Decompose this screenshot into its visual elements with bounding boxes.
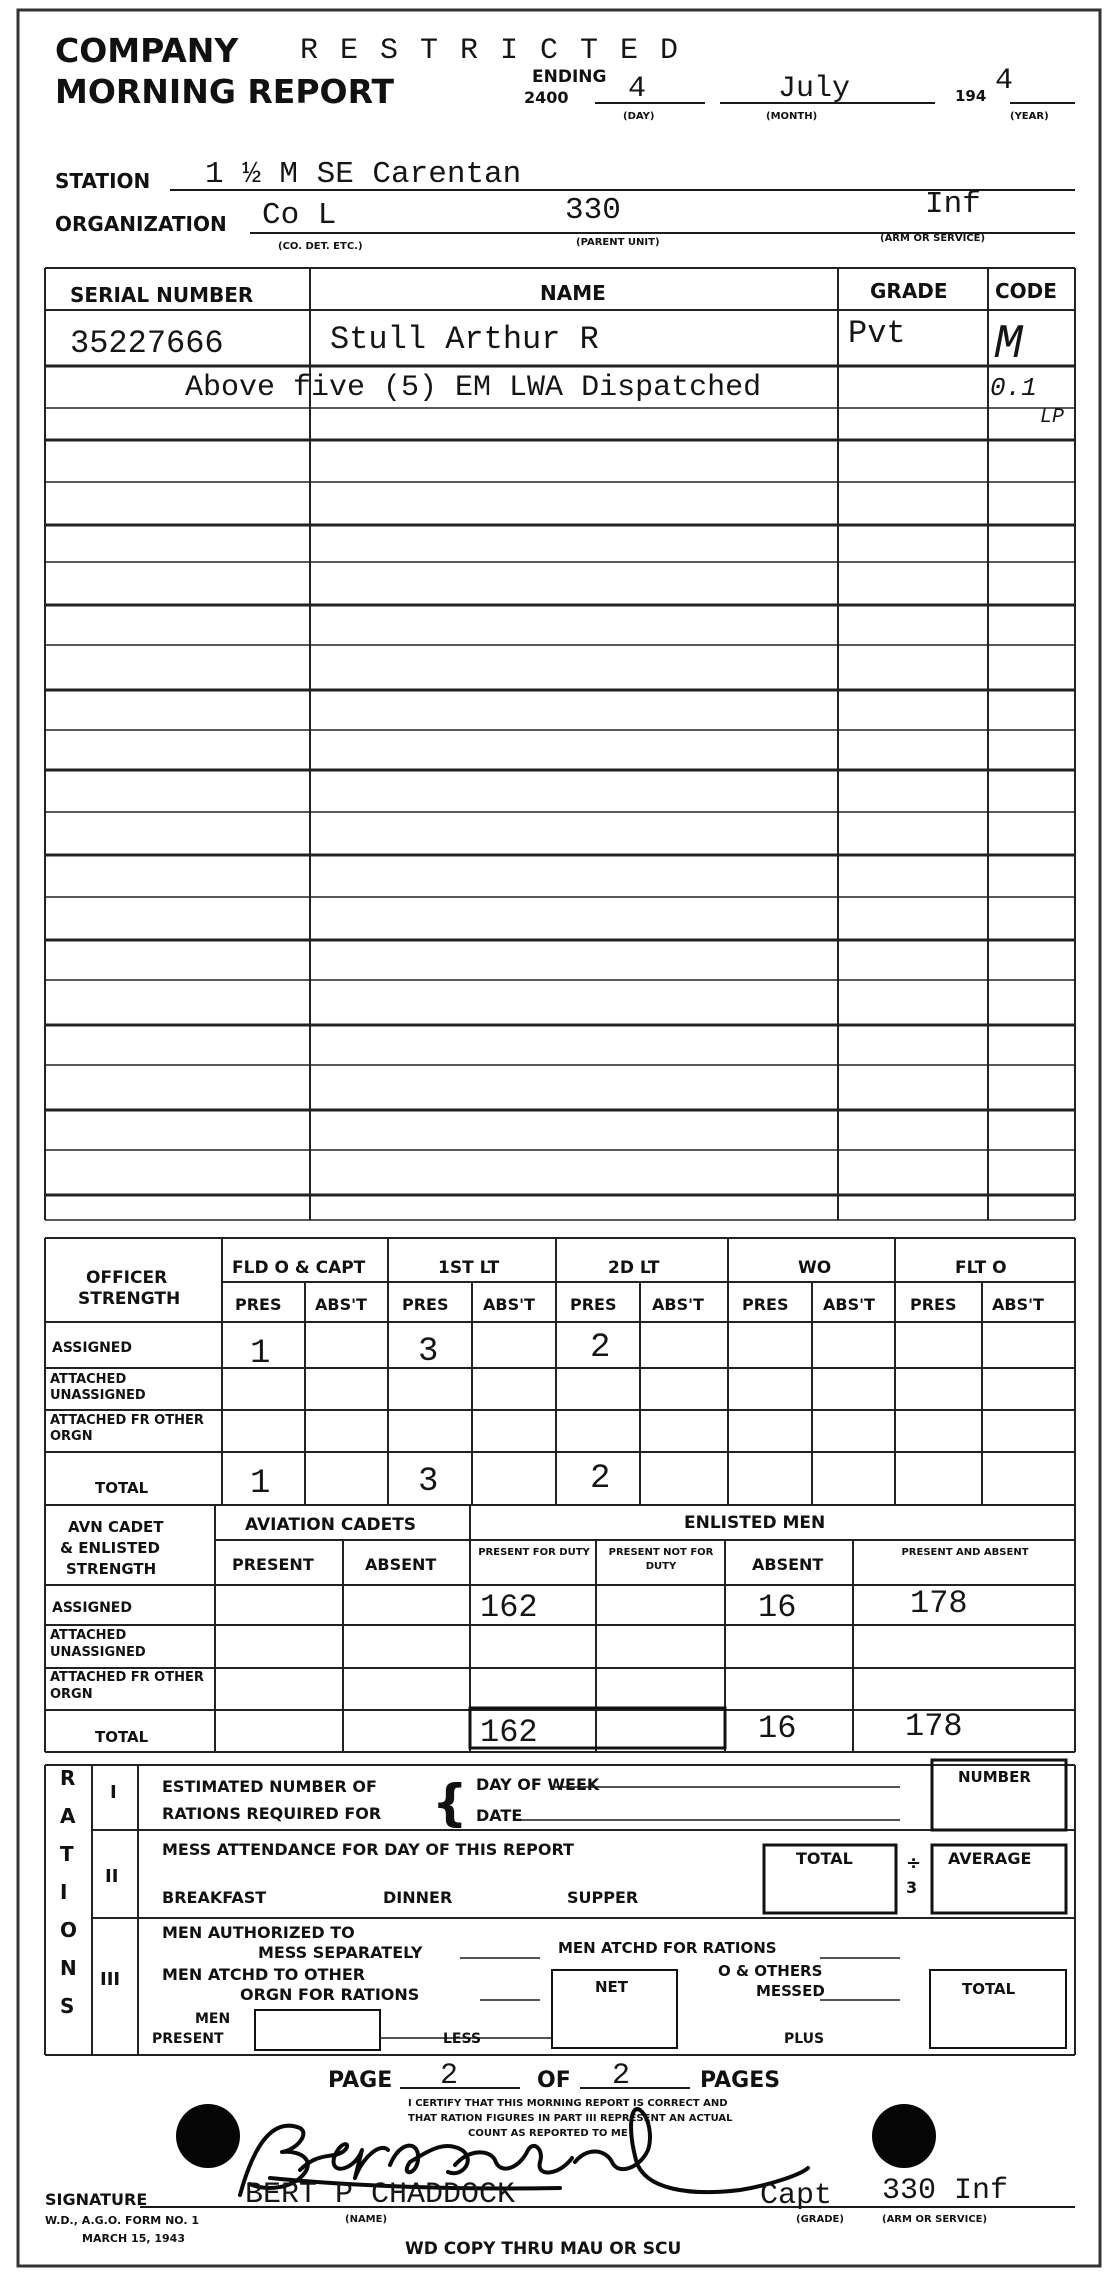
aviation-cadets-header: AVIATION CADETS xyxy=(245,1515,417,1535)
enlisted-sub-present: PRESENT xyxy=(232,1555,314,1574)
signer-name: BERT P CHADDOCK xyxy=(245,2178,516,2212)
month-label: (MONTH) xyxy=(766,111,818,122)
col-name: NAME xyxy=(540,281,606,305)
report-day: 4 xyxy=(628,72,647,106)
of-label: OF xyxy=(537,2068,571,2093)
officer-group-wo: WO xyxy=(798,1258,832,1278)
organization-label: ORGANIZATION xyxy=(55,212,227,236)
officer-sub-9: ABS'T xyxy=(992,1295,1044,1314)
organization-unit-label: (CO. DET. ETC.) xyxy=(278,241,363,252)
organization-unit: Co L xyxy=(262,198,337,233)
officer-total-1lt-pres: 3 xyxy=(418,1463,439,1501)
restricted-stamp: R E S T R I C T E D xyxy=(300,34,681,68)
enlisted-total-absent: 16 xyxy=(758,1710,797,1747)
unit-label: (ARM OR SERVICE) xyxy=(882,2214,988,2225)
officer-sub-3: ABS'T xyxy=(483,1295,535,1314)
rations-brace: { xyxy=(432,1774,468,1832)
officer-sub-1: ABS'T xyxy=(315,1295,367,1314)
report-year: 4 xyxy=(995,64,1014,98)
rations-section-2: II xyxy=(105,1866,119,1887)
rations-atchd-for-rations-2: O & OTHERS xyxy=(718,1962,823,1980)
rations-side-letter: S xyxy=(60,1994,75,2018)
rations-side-letter: R xyxy=(60,1766,76,1790)
officer-group-1lt: 1ST LT xyxy=(438,1258,500,1278)
rations-breakfast: BREAKFAST xyxy=(162,1888,267,1907)
officer-sub-7: ABS'T xyxy=(823,1295,875,1314)
rations-date: DATE xyxy=(476,1806,523,1825)
pages-label: PAGES xyxy=(700,2068,781,2093)
col-code: CODE xyxy=(995,279,1057,303)
officer-sub-0: PRES xyxy=(235,1295,282,1314)
rations-section-1: I xyxy=(110,1782,117,1803)
officer-row-assigned: ASSIGNED xyxy=(52,1340,132,1356)
rations-estimated-2: RATIONS REQUIRED FOR xyxy=(162,1804,382,1823)
punch-hole-left xyxy=(176,2104,240,2168)
enlisted-sub-present-duty: PRESENT FOR DUTY xyxy=(478,1547,590,1558)
rations-estimated-1: ESTIMATED NUMBER OF xyxy=(162,1777,377,1796)
name-label: (NAME) xyxy=(345,2214,388,2225)
year-label: (YEAR) xyxy=(1010,111,1049,122)
enlisted-sub-absent: ABSENT xyxy=(365,1555,437,1574)
rations-day-of-week: DAY OF WEEK xyxy=(476,1775,600,1794)
rations-side-letter: I xyxy=(60,1880,68,1904)
signature-label: SIGNATURE xyxy=(45,2190,148,2209)
enlisted-row-total: TOTAL xyxy=(95,1728,149,1746)
organization-parent-label: (PARENT UNIT) xyxy=(576,237,660,248)
page-number: 2 xyxy=(440,2059,459,2093)
remark-code: 0.1 xyxy=(990,373,1037,403)
signer-grade: Capt xyxy=(760,2179,833,2213)
officer-sub-8: PRES xyxy=(910,1295,957,1314)
rations-dinner: DINNER xyxy=(383,1888,453,1907)
enlisted-title-1: AVN CADET xyxy=(68,1518,164,1536)
officer-total-fld-pres: 1 xyxy=(250,1465,271,1503)
enlisted-row-attached-other: ATTACHED FR OTHER ORGN xyxy=(50,1670,204,1702)
remark-code-2: LP xyxy=(1040,406,1065,429)
ending-label: ENDING xyxy=(532,67,607,87)
organization-parent: 330 xyxy=(565,193,621,228)
officer-sub-6: PRES xyxy=(742,1295,789,1314)
officer-sub-5: ABS'T xyxy=(652,1295,704,1314)
rations-side-letter: T xyxy=(60,1842,74,1866)
rations-supper: SUPPER xyxy=(567,1888,639,1907)
day-label: (DAY) xyxy=(623,111,655,122)
rations-total: TOTAL xyxy=(796,1849,853,1868)
report-month: July xyxy=(778,72,851,106)
enlisted-assigned-total: 178 xyxy=(910,1585,968,1622)
grade-label: (GRADE) xyxy=(796,2214,844,2225)
col-serial-number: SERIAL NUMBER xyxy=(70,283,254,307)
rations-number: NUMBER xyxy=(958,1768,1031,1786)
station-label: STATION xyxy=(55,169,151,193)
officer-assigned-1lt-pres: 3 xyxy=(418,1333,439,1371)
rations-plus: PLUS xyxy=(784,2031,825,2047)
enlisted-total-present-duty: 162 xyxy=(480,1714,538,1751)
certify-line-3: COUNT AS REPORTED TO ME xyxy=(468,2128,628,2139)
rations-side-letter: O xyxy=(60,1918,78,1942)
rations-men-atchd-1: MEN ATCHD TO OTHER xyxy=(162,1965,366,1984)
col-grade: GRADE xyxy=(870,279,948,303)
entry-name: Stull Arthur R xyxy=(330,321,599,358)
rations-net: NET xyxy=(595,1978,629,1996)
rations-mess-attendance: MESS ATTENDANCE FOR DAY OF THIS REPORT xyxy=(162,1840,574,1859)
rations-men-atchd-2: ORGN FOR RATIONS xyxy=(240,1985,420,2004)
officer-assigned-fld-pres: 1 xyxy=(250,1335,271,1373)
enlisted-row-attached-unassigned: ATTACHED UNASSIGNED xyxy=(50,1628,146,1660)
enlisted-assigned-present-duty: 162 xyxy=(480,1589,538,1626)
rations-side-letter: N xyxy=(60,1956,77,1980)
rations-divide-symbol: ÷ xyxy=(906,1853,922,1874)
form-number: W.D., A.G.O. FORM NO. 1 xyxy=(45,2214,200,2227)
rations-men-authorized-1: MEN AUTHORIZED TO xyxy=(162,1923,355,1942)
enlisted-men-header: ENLISTED MEN xyxy=(684,1513,826,1533)
officer-strength-title-1: OFFICER xyxy=(86,1268,168,1288)
officer-assigned-2lt-pres: 2 xyxy=(590,1329,611,1367)
form-date: MARCH 15, 1943 xyxy=(82,2232,185,2245)
officer-sub-4: PRES xyxy=(570,1295,617,1314)
officer-row-attached-other: ATTACHED FR OTHER ORGN xyxy=(50,1413,204,1444)
certify-line-1: I CERTIFY THAT THIS MORNING REPORT IS CORRECT AND xyxy=(408,2098,728,2109)
rations-men-authorized-2: MESS SEPARATELY xyxy=(258,1943,423,1962)
entry-grade: Pvt xyxy=(848,315,906,352)
rations-atchd-for-rations-1: MEN ATCHD FOR RATIONS xyxy=(558,1939,777,1957)
enlisted-row-assigned: ASSIGNED xyxy=(52,1600,132,1616)
officer-sub-2: PRES xyxy=(402,1295,449,1314)
rations-average: AVERAGE xyxy=(948,1849,1032,1868)
entry-serial: 35227666 xyxy=(70,325,224,362)
enlisted-sub-present-not-duty: PRESENT NOT FOR DUTY xyxy=(608,1547,714,1572)
year-prefix: 194 xyxy=(955,87,987,105)
officer-row-attached-unassigned: ATTACHED UNASSIGNED xyxy=(50,1372,146,1403)
enlisted-title-2: & ENLISTED xyxy=(60,1539,160,1557)
enlisted-sub-absent-em: ABSENT xyxy=(752,1555,824,1574)
enlisted-total-total: 178 xyxy=(905,1708,963,1745)
officer-row-total: TOTAL xyxy=(95,1479,149,1497)
distribution-note: WD COPY THRU MAU OR SCU xyxy=(405,2239,682,2259)
entry-code: M xyxy=(994,318,1023,372)
officer-total-2lt-pres: 2 xyxy=(590,1460,611,1498)
page-label: PAGE xyxy=(328,2068,393,2093)
rations-less: LESS xyxy=(443,2031,482,2047)
ending-time-label: 2400 xyxy=(524,88,569,107)
organization-arm-label: (ARM OR SERVICE) xyxy=(880,233,986,244)
punch-hole-right xyxy=(872,2104,936,2168)
form-title-morning-report: MORNING REPORT xyxy=(55,72,395,111)
officer-group-flto: FLT O xyxy=(955,1258,1007,1278)
officer-group-2lt: 2D LT xyxy=(608,1258,660,1278)
officer-strength-title-2: STRENGTH xyxy=(78,1289,181,1309)
enlisted-title-3: STRENGTH xyxy=(66,1560,157,1578)
certify-line-2: THAT RATION FIGURES IN PART III REPRESENT AN ACTUAL xyxy=(408,2113,733,2124)
enlisted-sub-present-and-absent: PRESENT AND ABSENT xyxy=(901,1547,1029,1558)
rations-atchd-for-rations-3: MESSED xyxy=(756,1982,825,2000)
rations-men-present-2: PRESENT xyxy=(152,2031,224,2047)
station-value: 1 ½ M SE Carentan xyxy=(205,157,522,192)
rations-divide-3: 3 xyxy=(906,1878,918,1897)
remark-text: Above five (5) EM LWA Dispatched xyxy=(185,371,762,405)
officer-group-fld: FLD O & CAPT xyxy=(232,1258,366,1278)
rations-men-present-1: MEN xyxy=(195,2011,231,2027)
rations-total-right: TOTAL xyxy=(962,1980,1016,1998)
rations-section-3: III xyxy=(100,1969,121,1990)
rations-side-letter: A xyxy=(60,1804,76,1828)
organization-arm: Inf xyxy=(925,187,981,222)
signer-unit: 330 Inf xyxy=(882,2174,1009,2208)
enlisted-assigned-absent: 16 xyxy=(758,1589,797,1626)
pages-number: 2 xyxy=(612,2059,631,2093)
form-title-company: COMPANY xyxy=(55,31,239,70)
